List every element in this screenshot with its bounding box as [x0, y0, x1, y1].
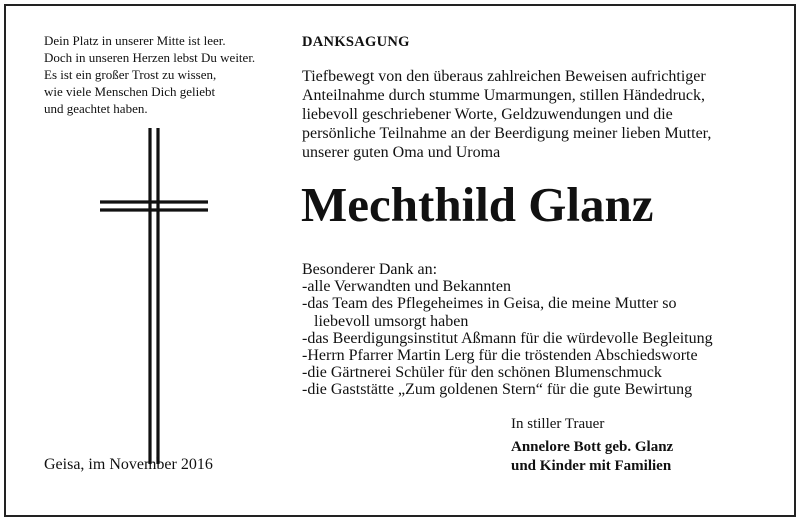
place-date: Geisa, im November 2016 — [44, 456, 213, 473]
deceased-name: Mechthild Glanz — [301, 177, 654, 232]
poem-line: Dein Platz in unserer Mitte ist leer. — [44, 33, 226, 48]
poem-line: und geachtet haben. — [44, 101, 148, 116]
intro-text — [302, 67, 772, 162]
thanks-line: Besonderer Dank an: — [302, 261, 438, 278]
intro-line: Anteilnahme durch stumme Umarmungen, stillen Händedruck, — [302, 87, 706, 104]
mourning-label: In stiller Trauer — [511, 416, 605, 432]
cross-icon — [100, 128, 210, 464]
thanks-line: -das Team des Pflegeheimes in Geisa, die meine Mutter so — [302, 295, 677, 313]
notice-heading: DANKSAGUNG — [302, 34, 410, 50]
mourners-signature — [511, 438, 673, 476]
poem-line: Es ist ein großer Trost zu wissen, — [44, 67, 217, 82]
intro-line: persönliche Teilnahme an der Beerdigung meiner lieben Mutter, — [302, 125, 712, 142]
thanks-line: -die Gaststätte „Zum goldenen Stern“ für die gute Bewirtung — [302, 381, 693, 399]
thanks-line: -alle Verwandten und Bekannten — [302, 278, 511, 296]
thanks-line: -das Beerdigungsinstitut Aßmann für die würdevolle Begleitung — [302, 329, 713, 347]
thanks-list — [302, 261, 772, 399]
thanks-line: -Herrn Pfarrer Martin Lerg für die tröstenden Abschiedsworte — [302, 347, 698, 365]
memorial-poem — [44, 32, 294, 117]
mourner-name: Annelore Bott geb. Glanz — [511, 439, 674, 455]
thanks-line: liebevoll umsorgt haben — [314, 312, 469, 330]
intro-line: unserer guten Oma und Uroma — [302, 144, 501, 161]
poem-line: wie viele Menschen Dich geliebt — [44, 84, 216, 99]
intro-line: liebevoll geschriebener Worte, Geldzuwendungen und die — [302, 106, 673, 123]
thanks-line: -die Gärtnerei Schüler für den schönen Blumenschmuck — [302, 364, 662, 382]
intro-line: Tiefbewegt von den überaus zahlreichen Beweisen aufrichtiger — [302, 68, 706, 85]
mourner-name: und Kinder mit Familien — [511, 458, 672, 474]
poem-line: Doch in unseren Herzen lebst Du weiter. — [44, 50, 256, 65]
